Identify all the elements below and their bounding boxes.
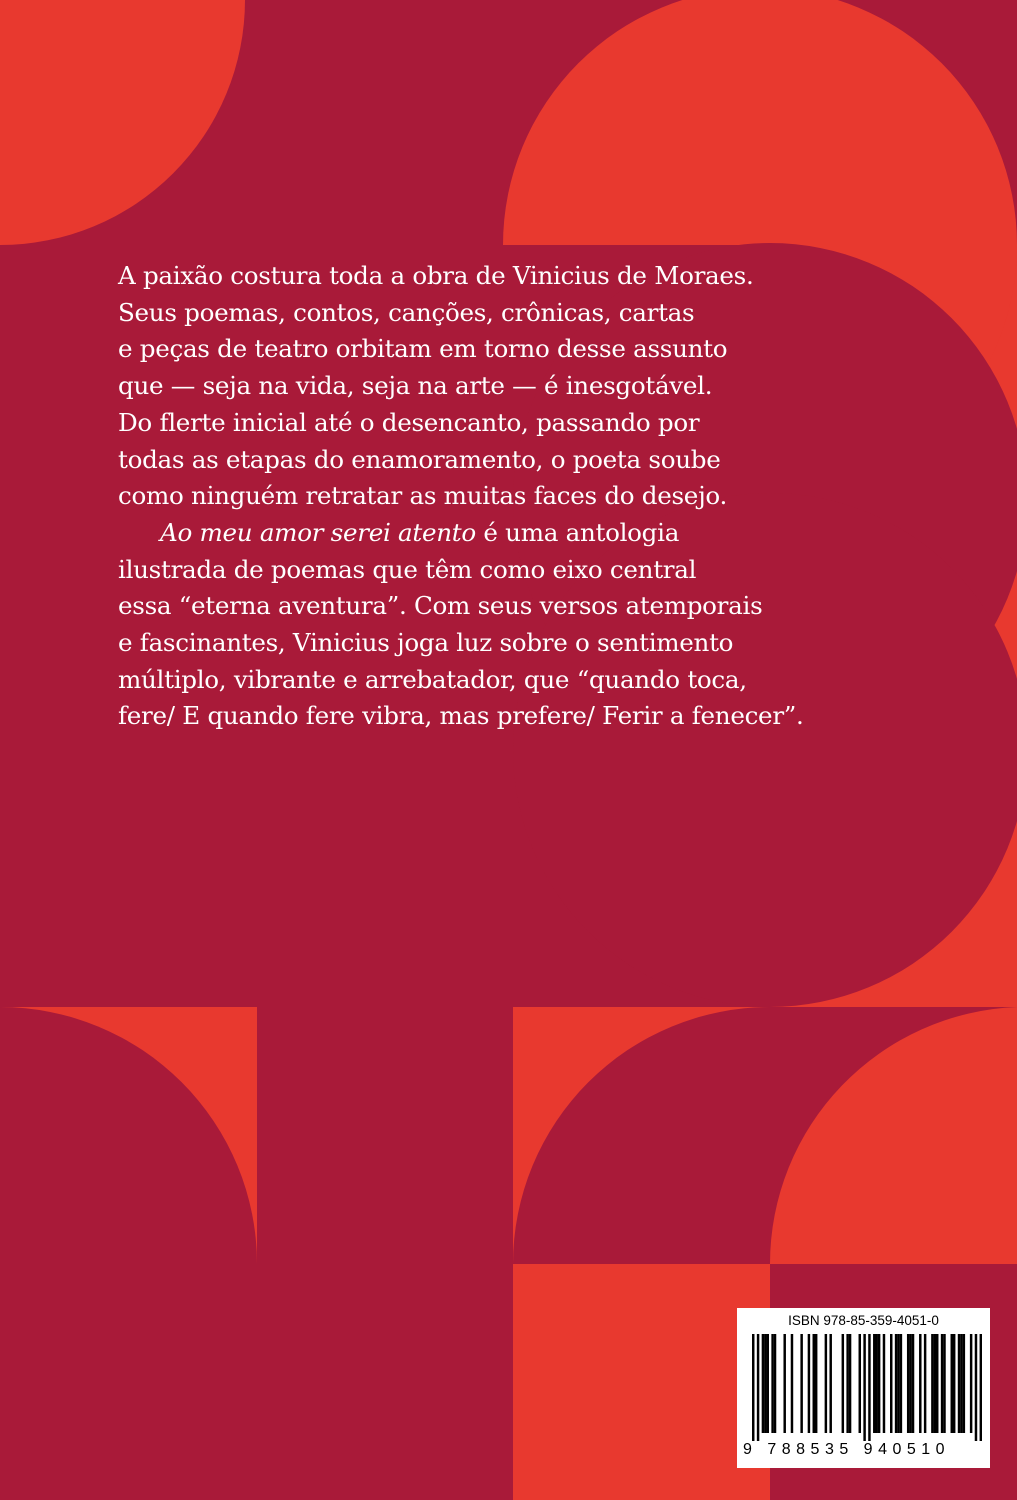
barcode-digits: 9 788535 940510 — [743, 1441, 951, 1458]
barcode-bar — [960, 1334, 962, 1433]
synopsis-text — [118, 258, 908, 735]
synopsis-paragraph-2-text: é uma antologia ilustrada de poemas que têm como eixo central essa “eterna aventura”. Com seus versos atemporais e fascinantes, Vinicius joga luz sobre o sentimento múltiplo, vibrante e arrebatador, que “quando toca, fere/ E quando fere vibra, mas prefere/ Ferir a fenecer”. — [118, 517, 804, 731]
barcode-bar — [919, 1334, 921, 1433]
synopsis-paragraph-1: A paixão costura toda a obra de Vinicius de Moraes. Seus poemas, contos, canções, crônicas, cartas e peças de teatro orbitam em torno desse assunto que — seja na vida, seja na arte — é inesgotável. Do flerte inicial até o desencanto, passando por todas as etapas do enamoramento, o poeta soube como ninguém retratar as muitas faces do desejo. — [118, 261, 754, 511]
barcode-bar — [912, 1334, 914, 1433]
barcode-bar — [774, 1334, 776, 1433]
barcode-bar — [970, 1334, 972, 1433]
barcode-bar — [863, 1334, 865, 1441]
barcode-bar — [815, 1334, 817, 1433]
barcode-bar — [868, 1334, 870, 1441]
barcode-bar — [941, 1334, 943, 1433]
barcode-bar — [890, 1334, 892, 1433]
barcode-bar — [931, 1334, 933, 1433]
barcode-bar — [791, 1334, 793, 1433]
barcode-bar — [878, 1334, 880, 1433]
barcode-bar — [975, 1334, 977, 1441]
barcode-bar — [873, 1334, 875, 1433]
barcode-bar — [907, 1334, 909, 1433]
barcode-bar — [757, 1334, 759, 1441]
barcode-bar — [813, 1334, 815, 1433]
barcode-bar — [800, 1334, 802, 1433]
barcode-bar — [849, 1334, 851, 1433]
barcode-bar — [846, 1334, 848, 1433]
barcode-bar — [771, 1334, 773, 1433]
barcode-bar — [762, 1334, 764, 1433]
barcode-bar — [897, 1334, 899, 1433]
barcode-bar — [909, 1334, 911, 1433]
barcode-bar — [943, 1334, 945, 1433]
barcode-bar — [842, 1334, 844, 1433]
isbn-barcode — [737, 1308, 990, 1468]
barcode-bar — [936, 1334, 938, 1433]
barcode-bar — [934, 1334, 936, 1433]
barcode-bar — [808, 1334, 810, 1433]
barcode-bar — [953, 1334, 955, 1433]
barcode-bar — [958, 1334, 960, 1433]
barcode-bar — [825, 1334, 827, 1433]
barcode-bar — [883, 1334, 885, 1433]
barcode-bar — [980, 1334, 982, 1441]
barcode-bar — [924, 1334, 926, 1433]
barcode-bar — [783, 1334, 785, 1433]
barcode-bars — [752, 1334, 982, 1441]
synopsis-paragraph-2 — [118, 515, 908, 735]
barcode-bar — [963, 1334, 965, 1433]
barcode-bar — [859, 1334, 861, 1433]
isbn-label: ISBN 978-85-359-4051-0 — [788, 1313, 939, 1328]
barcode-bar — [900, 1334, 902, 1433]
barcode-bar — [875, 1334, 877, 1433]
barcode-bar — [764, 1334, 766, 1433]
barcode-bar — [829, 1334, 831, 1433]
barcode-bar — [895, 1334, 897, 1433]
barcode-bar — [752, 1334, 754, 1441]
book-title-italic: Ao meu amor serei atento — [160, 517, 476, 547]
barcode-bar — [951, 1334, 953, 1433]
barcode-bar — [767, 1334, 769, 1433]
